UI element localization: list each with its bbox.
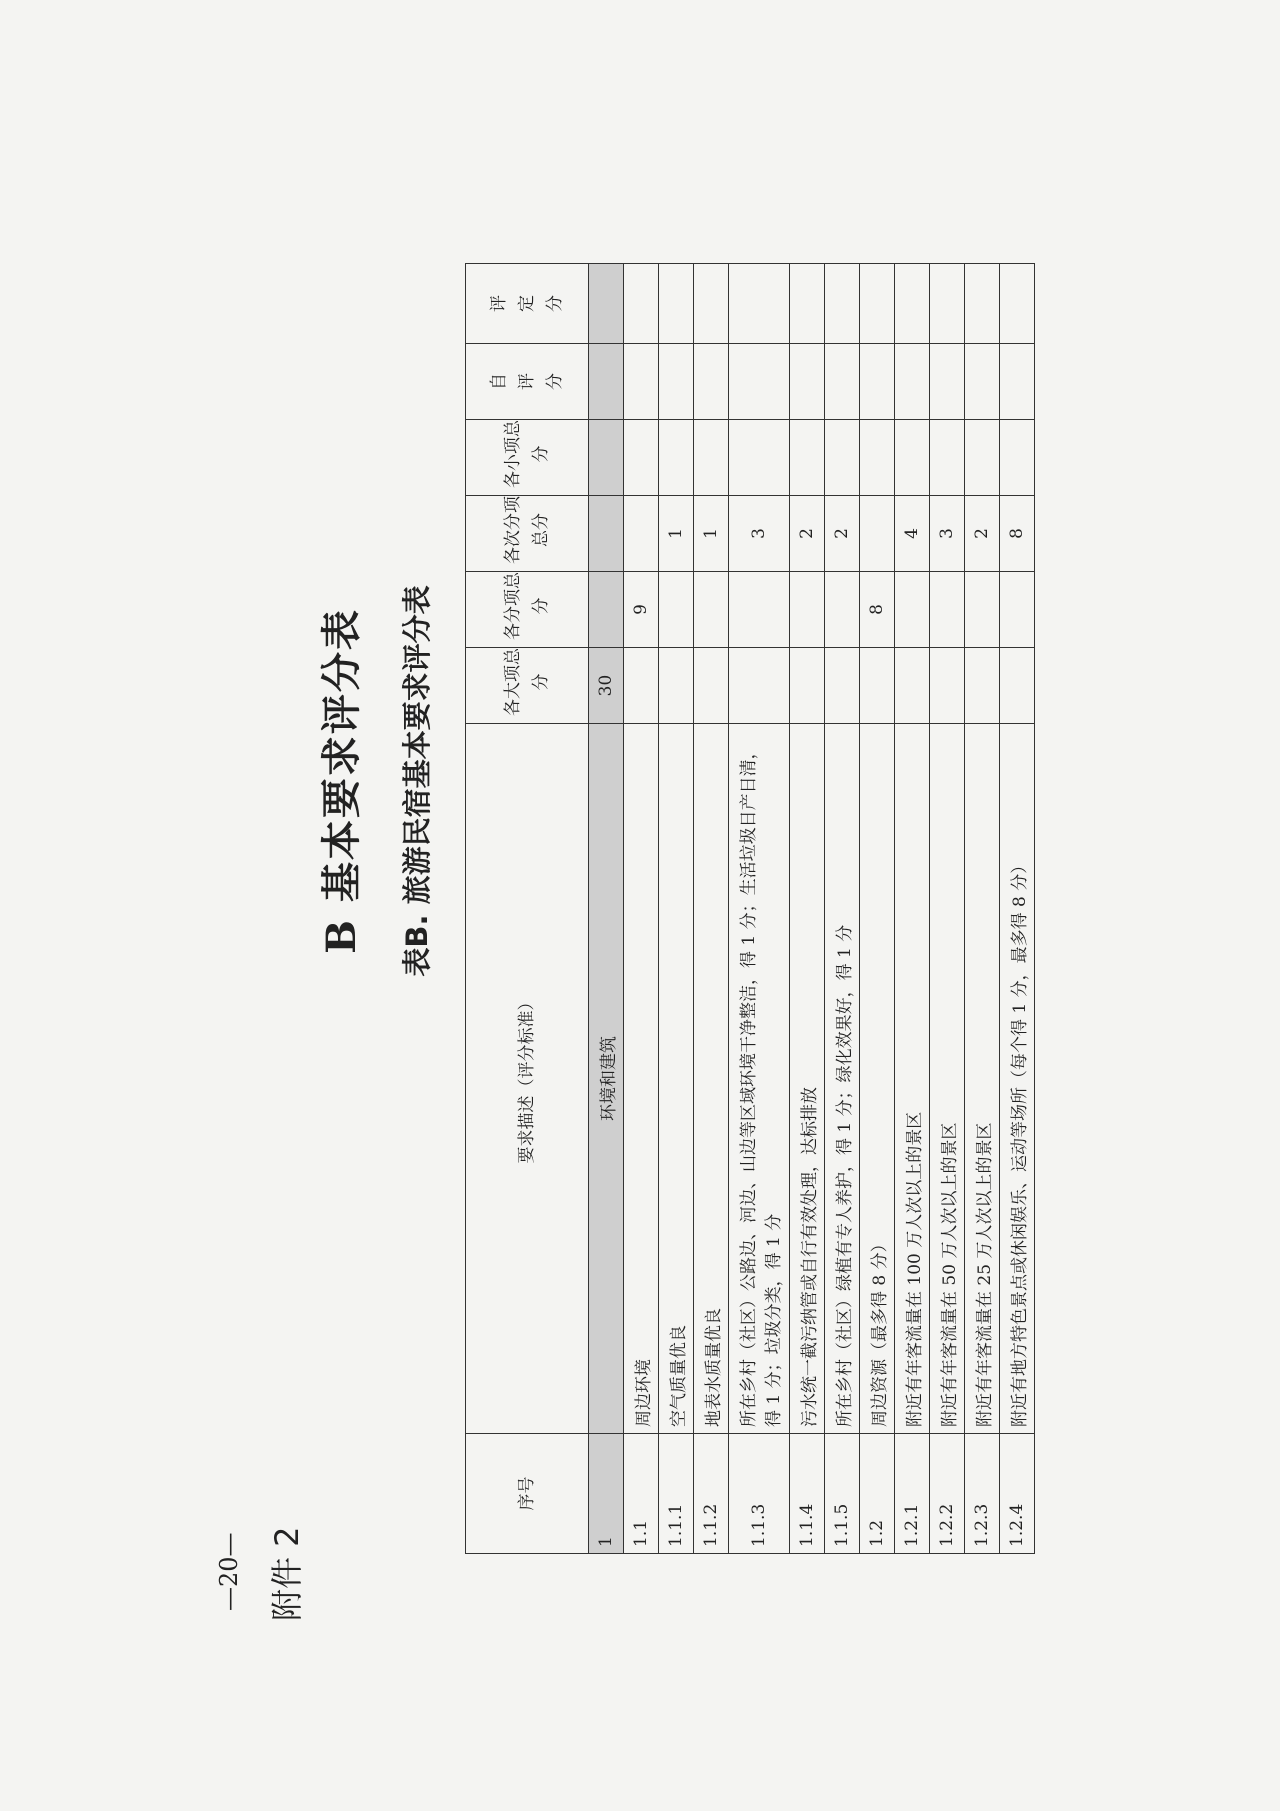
- section-row: [589, 264, 624, 1554]
- cell-sub: [729, 572, 790, 648]
- cell-self: [624, 344, 659, 420]
- cell-minor: 4: [895, 496, 930, 572]
- cell-sub: 9: [624, 572, 659, 648]
- cell-desc: 附近有年客流量在 25 万人次以上的景区: [965, 724, 1000, 1434]
- cell-small: [659, 420, 694, 496]
- cell-small: [624, 420, 659, 496]
- cell-small: [895, 420, 930, 496]
- cell-major: [659, 648, 694, 724]
- header-seq: 序号: [466, 1434, 589, 1554]
- cell-major: [694, 648, 729, 724]
- cell-seq: 1: [589, 1434, 624, 1554]
- cell-seq: 1.2.2: [930, 1434, 965, 1554]
- cell-major: 30: [589, 648, 624, 724]
- cell-self: [825, 344, 860, 420]
- cell-seq: 1.1.2: [694, 1434, 729, 1554]
- cell-sub: [659, 572, 694, 648]
- cell-seq: 1.1.4: [790, 1434, 825, 1554]
- table-title: 表B. 旅游民宿基本要求评分表: [400, 585, 434, 977]
- cell-seq: 1.2.1: [895, 1434, 930, 1554]
- cell-sub: [825, 572, 860, 648]
- cell-rated: [694, 264, 729, 344]
- cell-sub: [1000, 572, 1035, 648]
- cell-major: [624, 648, 659, 724]
- cell-minor: 8: [1000, 496, 1035, 572]
- cell-desc: 附近有年客流量在 100 万人次以上的景区: [895, 724, 930, 1434]
- cell-desc: 所在乡村（社区）绿植有专人养护，得 1 分；绿化效果好，得 1 分: [825, 724, 860, 1434]
- header-sub: 各分项总分: [466, 572, 589, 648]
- attachment-label: 附件 2: [268, 1526, 306, 1621]
- table-row: [624, 264, 659, 1554]
- cell-minor: [860, 496, 895, 572]
- cell-rated: [790, 264, 825, 344]
- cell-seq: 1.2: [860, 1434, 895, 1554]
- table-row: [860, 264, 895, 1554]
- cell-self: [1000, 344, 1035, 420]
- table-row: [729, 264, 790, 1554]
- cell-sub: [790, 572, 825, 648]
- cell-sub: [589, 572, 624, 648]
- cell-sub: [895, 572, 930, 648]
- cell-self: [860, 344, 895, 420]
- cell-rated: [729, 264, 790, 344]
- table-body: [589, 264, 1035, 1554]
- cell-major: [825, 648, 860, 724]
- cell-self: [895, 344, 930, 420]
- cell-rated: [825, 264, 860, 344]
- cell-self: [729, 344, 790, 420]
- cell-seq: 1.2.3: [965, 1434, 1000, 1554]
- cell-self: [930, 344, 965, 420]
- header-small: 各小项总分: [466, 420, 589, 496]
- cell-seq: 1.2.4: [1000, 1434, 1035, 1554]
- cell-self: [790, 344, 825, 420]
- cell-self: [659, 344, 694, 420]
- table-row: [895, 264, 930, 1554]
- cell-small: [729, 420, 790, 496]
- cell-desc: 环境和建筑: [589, 724, 624, 1434]
- cell-major: [1000, 648, 1035, 724]
- table-row: [659, 264, 694, 1554]
- cell-rated: [624, 264, 659, 344]
- header-self: 自评分: [466, 344, 589, 420]
- cell-desc: 附近有地方特色景点或休闲娱乐、运动等场所（每个得 1 分，最多得 8 分）: [1000, 724, 1035, 1434]
- table-row: [790, 264, 825, 1554]
- table-row: [694, 264, 729, 1554]
- cell-desc: 周边环境: [624, 724, 659, 1434]
- cell-small: [825, 420, 860, 496]
- cell-seq: 1.1.1: [659, 1434, 694, 1554]
- table-row: [965, 264, 1000, 1554]
- cell-minor: 2: [825, 496, 860, 572]
- header-desc: 要求描述（评分标准）: [466, 724, 589, 1434]
- cell-small: [589, 420, 624, 496]
- cell-small: [930, 420, 965, 496]
- cell-rated: [1000, 264, 1035, 344]
- cell-desc: 周边资源（最多得 8 分）: [860, 724, 895, 1434]
- header-major: 各大项总分: [466, 648, 589, 724]
- cell-minor: 1: [659, 496, 694, 572]
- cell-desc: 所在乡村（社区）公路边、河边、山边等区域环境干净整洁，得 1 分；生活垃圾日产日清，得 1 分；垃圾分类，得 1 分: [729, 724, 790, 1434]
- header-rated: 评定分: [466, 264, 589, 344]
- cell-small: [1000, 420, 1035, 496]
- cell-desc: 空气质量优良: [659, 724, 694, 1434]
- cell-minor: [589, 496, 624, 572]
- cell-major: [729, 648, 790, 724]
- cell-rated: [589, 264, 624, 344]
- cell-minor: 1: [694, 496, 729, 572]
- cell-rated: [895, 264, 930, 344]
- cell-small: [790, 420, 825, 496]
- cell-rated: [965, 264, 1000, 344]
- cell-desc: 污水统一截污纳管或自行有效处理，达标排放: [790, 724, 825, 1434]
- table-row: [930, 264, 965, 1554]
- cell-seq: 1.1: [624, 1434, 659, 1554]
- header-row: [466, 264, 589, 1554]
- cell-major: [965, 648, 1000, 724]
- header-minor: 各次分项总分: [466, 496, 589, 572]
- cell-sub: [694, 572, 729, 648]
- cell-rated: [930, 264, 965, 344]
- cell-seq: 1.1.3: [729, 1434, 790, 1554]
- page-number: —20—: [215, 1532, 243, 1611]
- cell-sub: 8: [860, 572, 895, 648]
- cell-minor: 3: [729, 496, 790, 572]
- table-row: [825, 264, 860, 1554]
- cell-rated: [659, 264, 694, 344]
- cell-major: [860, 648, 895, 724]
- cell-small: [860, 420, 895, 496]
- cell-small: [694, 420, 729, 496]
- cell-minor: [624, 496, 659, 572]
- cell-small: [965, 420, 1000, 496]
- table-row: [1000, 264, 1035, 1554]
- cell-minor: 2: [965, 496, 1000, 572]
- cell-desc: 地表水质量优良: [694, 724, 729, 1434]
- cell-self: [694, 344, 729, 420]
- cell-sub: [930, 572, 965, 648]
- score-table: [465, 263, 1035, 1554]
- cell-self: [965, 344, 1000, 420]
- cell-seq: 1.1.5: [825, 1434, 860, 1554]
- cell-major: [790, 648, 825, 724]
- cell-major: [895, 648, 930, 724]
- cell-self: [589, 344, 624, 420]
- cell-sub: [965, 572, 1000, 648]
- cell-minor: 3: [930, 496, 965, 572]
- cell-major: [930, 648, 965, 724]
- cell-desc: 附近有年客流量在 50 万人次以上的景区: [930, 724, 965, 1434]
- cell-minor: 2: [790, 496, 825, 572]
- cell-rated: [860, 264, 895, 344]
- main-title: B 基本要求评分表: [318, 608, 365, 954]
